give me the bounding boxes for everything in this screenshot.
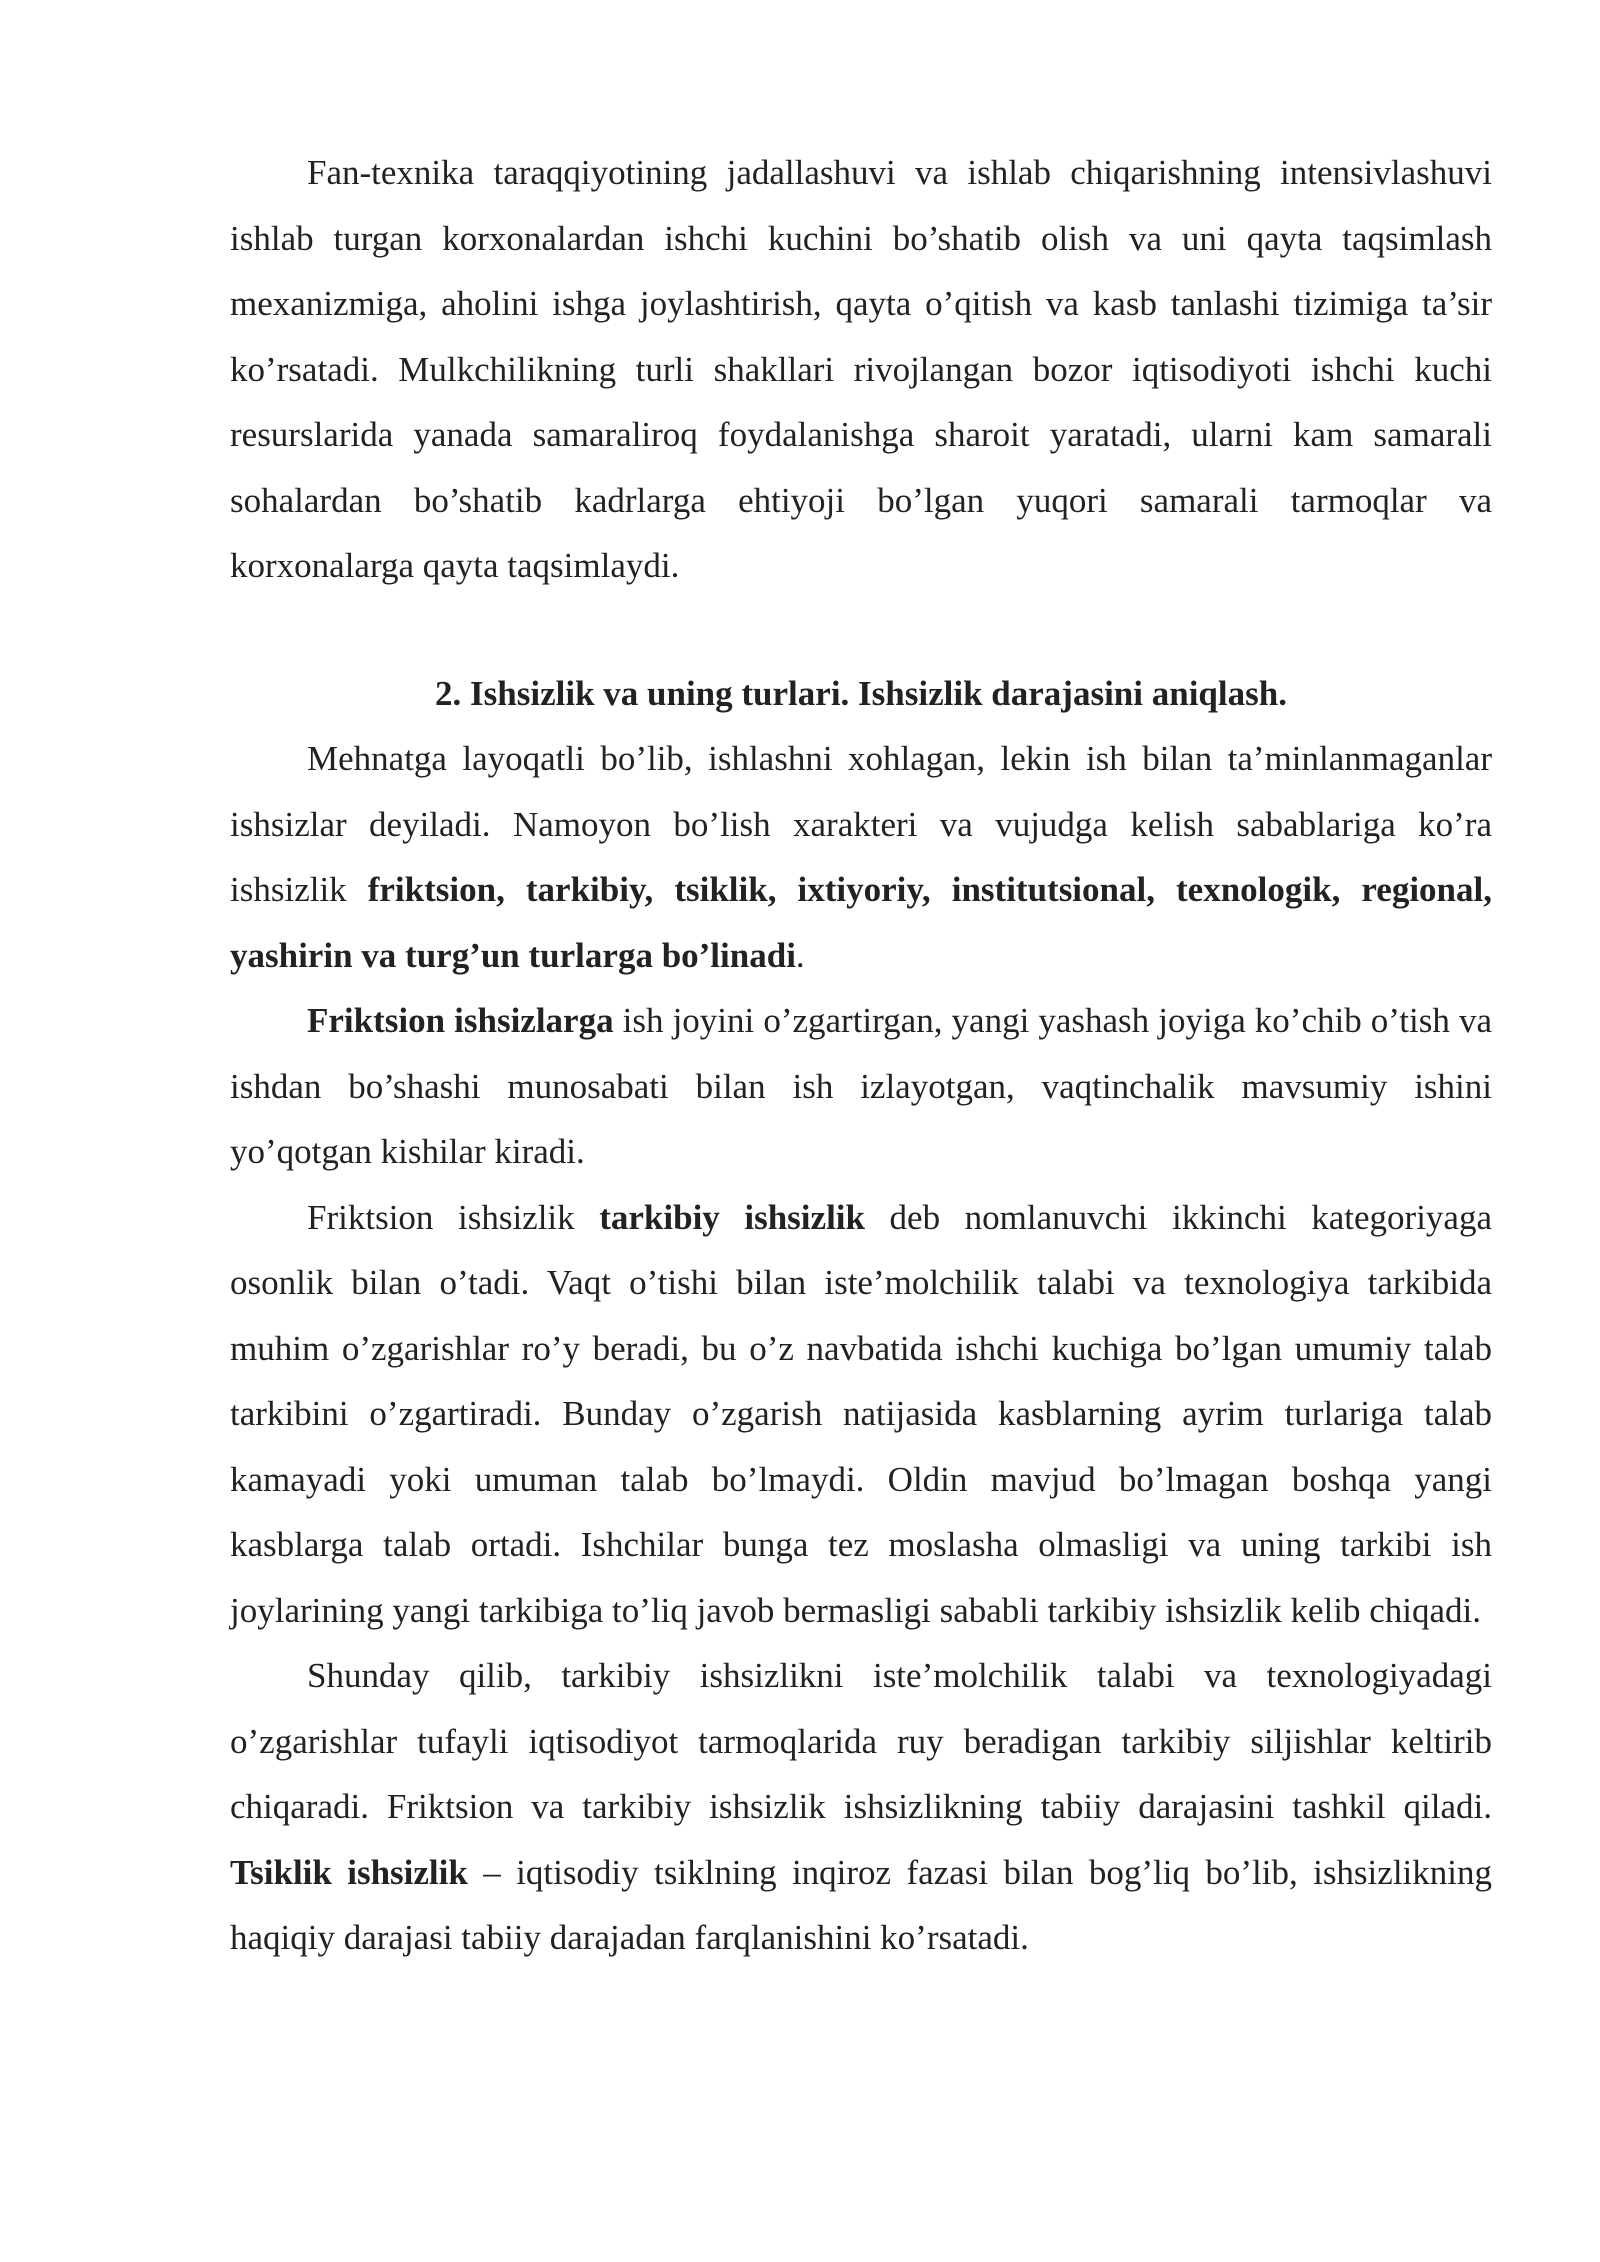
frictional-term-bold: Friktsion ishsizlarga [307, 1001, 614, 1040]
document-page [230, 140, 1492, 1971]
paragraph-frictional [230, 988, 1492, 1185]
paragraph-intro-text: Fan-texnika taraqqiyotining jadallashuvi va ishlab chiqarishning intensivlashuvi ishlab turgan korxonalardan ishchi kuchini bo’shatib olish va uni qayta taqsimlash mexanizmiga, aholini ishga joylashtirish, qayta o’qitish va kasb tanlashi tizimiga ta’sir ko’rsatadi. Mulkchilikning turli shakllari rivojlangan bozor iqtisodiyoti ishchi kuchi resurslarida yanada samaraliroq foydalanishga sharoit yaratadi, ularni kam samarali sohalardan bo’shatib kadrlarga ehtiyoji bo’lgan yuqori samarali tarmoqlar va korxonalarga qayta taqsimlaydi. [230, 153, 1492, 585]
paragraph-structural-text-before: Friktsion ishsizlik [307, 1197, 600, 1237]
paragraph-structural-text-after: deb nomlanuvchi ikkinchi kategoriyaga osonlik bilan o’tadi. Vaqt o’tishi bilan iste’molchilik talabi va texnologiya tarkibida muhim o’zgarishlar ro’y beradi, bu o’z navbatida ishchi kuchiga bo’lgan umumiy talab tarkibini o’zgartiradi. Bunday o’zgarish natijasida kasblarning ayrim turlariga talab kamayadi yoki umuman talab bo’lmaydi. Oldin mavjud bo’lmagan boshqa yangi kasblarga talab ortadi. Ishchilar bunga tez moslasha olmasligi va uning tarkibi ish joylarining yangi tarkibiga to’liq javob bermasligi sababli tarkibiy ishsizlik kelib chiqadi. [230, 1197, 1492, 1630]
paragraph-cyclical-text-before: Shunday qilib, tarkibiy ishsizlikni iste’molchilik talabi va texnologiyadagi o’zgarishlar tufayli iqtisodiyot tarmoqlarida ruy beradigan tarkibiy siljishlar keltirib chiqaradi. Friktsion va tarkibiy ishsizlik ishsizlikning tabiiy darajasini tashkil qiladi. [230, 1656, 1492, 1826]
paragraph-definition [230, 726, 1492, 988]
section-heading: 2. Ishsizlik va uning turlari. Ishsizlik darajasini aniqlash. [435, 673, 1287, 713]
paragraph-definition-text: Mehnatga layoqatli bo’lib, ishlashni xohlagan, lekin ish bilan ta’minlanmaganlar ishsizlar deyiladi. Namoyon bo’lish xarakteri va vujudga kelish sabablariga ko’ra ishsizlik [230, 739, 1492, 909]
paragraph-frictional-text: ish joyini o’zgartirgan, yangi yashash joyiga ko’chib o’tish va ishdan bo’shashi munosabati bilan ish izlayotgan, vaqtinchalik mavsumiy ishini yo’qotgan kishilar kiradi. [230, 1001, 1492, 1171]
paragraph-cyclical [230, 1643, 1492, 1971]
paragraph-intro [230, 140, 1492, 599]
structural-term-bold: tarkibiy ishsizlik [599, 1197, 865, 1237]
cyclical-term-bold: Tsiklik ishsizlik [230, 1852, 468, 1892]
paragraph-definition-end: . [795, 935, 805, 975]
unemployment-types-bold: friktsion, tarkibiy, tsiklik, ixtiyoriy, institutsional, texnologik, regional, yashirin va turg’un turlarga bo’linadi [230, 870, 1492, 975]
paragraph-cyclical-text-after: – iqtisodiy tsiklning inqiroz fazasi bilan bog’liq bo’lib, ishsizlikning haqiqiy darajasi tabiiy darajadan farqlanishini ko’rsatadi. [230, 1852, 1492, 1957]
paragraph-structural [230, 1185, 1492, 1644]
